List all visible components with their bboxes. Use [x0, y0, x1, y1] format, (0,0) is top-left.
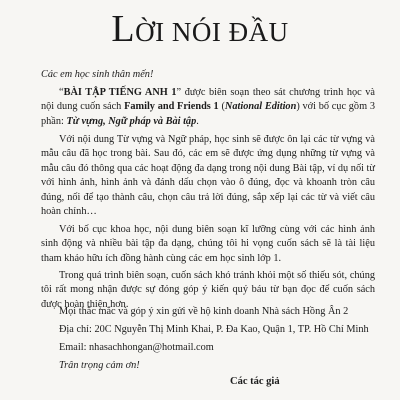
paragraph-feedback: Trong quá trình biên soạn, cuốn sách khó tránh khỏi một số thiếu sót, chúng tôi rất mong nhận được sự đóng góp ý kiến quý báu từ bạn đọc để cuốn sách được hoàn thiện hơn.: [41, 270, 375, 310]
paragraph-content: Với nội dung Từ vựng và Ngữ pháp, học sinh sẽ được ôn lại các từ vựng và mẫu câu đã học trong bài. Sau đó, các em sẽ được ứng dụng những từ vựng và mẫu câu đó thông qua các hoạt động đa dạng trong nội dung Bài tập, ví dụ nối từ với hình ảnh, hình ảnh và đánh dấu chọn vào ô đúng, đọc và khoanh tròn câu đúng, nối để tạo thành câu, chọn câu trả lời đúng, sắp xếp lại các từ và viết câu hoàn chỉnh…: [41, 134, 375, 218]
intro-text-2: (: [218, 101, 225, 113]
book-title: BÀI TẬP TIẾNG ANH 1: [63, 87, 177, 98]
intro-quote-open: “: [59, 87, 64, 98]
intro-text-1: ” được biên soạn theo sát chương trình học và nội dung cuốn sách: [41, 87, 375, 113]
intro-text-3: ) với bố cục gồm 3 phần:: [41, 101, 375, 127]
paragraph-intro: [41, 86, 375, 129]
title-initial: L: [111, 8, 136, 50]
series-title: Family and Friends 1: [124, 101, 219, 113]
title-rest: ỜI NÓI ĐẦU: [135, 17, 289, 47]
greeting: Các em học sinh thân mến!: [41, 69, 154, 80]
contact-line: Mọi thắc mắc và góp ý xin gửi về hộ kinh doanh Nhà sách Hồng Ân 2: [59, 306, 349, 317]
address: Địa chỉ: 20C Nguyễn Thị Minh Khai, P. Đa Kao, Quận 1, TP. Hồ Chí Minh: [59, 324, 369, 335]
closing-thanks: Trân trọng cảm ơn!: [59, 360, 140, 371]
parts-list: Từ vựng, Ngữ pháp và Bài tập: [66, 115, 197, 127]
paragraph-structure: Với bố cục khoa học, nội dung biên soạn kĩ lưỡng cùng với các hình ảnh sinh động và nhiều bài tập đa dạng, chúng tôi hi vọng cuốn sách sẽ là tài liệu tham khảo hữu ích đồng hành cùng các em học sinh lớp 1.: [41, 224, 375, 264]
page-title: [0, 8, 400, 50]
email: Email: nhasachhongan@hotmail.com: [59, 342, 214, 353]
edition-label: National Edition: [224, 101, 297, 113]
intro-text-4: .: [196, 115, 199, 127]
signature: Các tác giả: [230, 376, 280, 387]
